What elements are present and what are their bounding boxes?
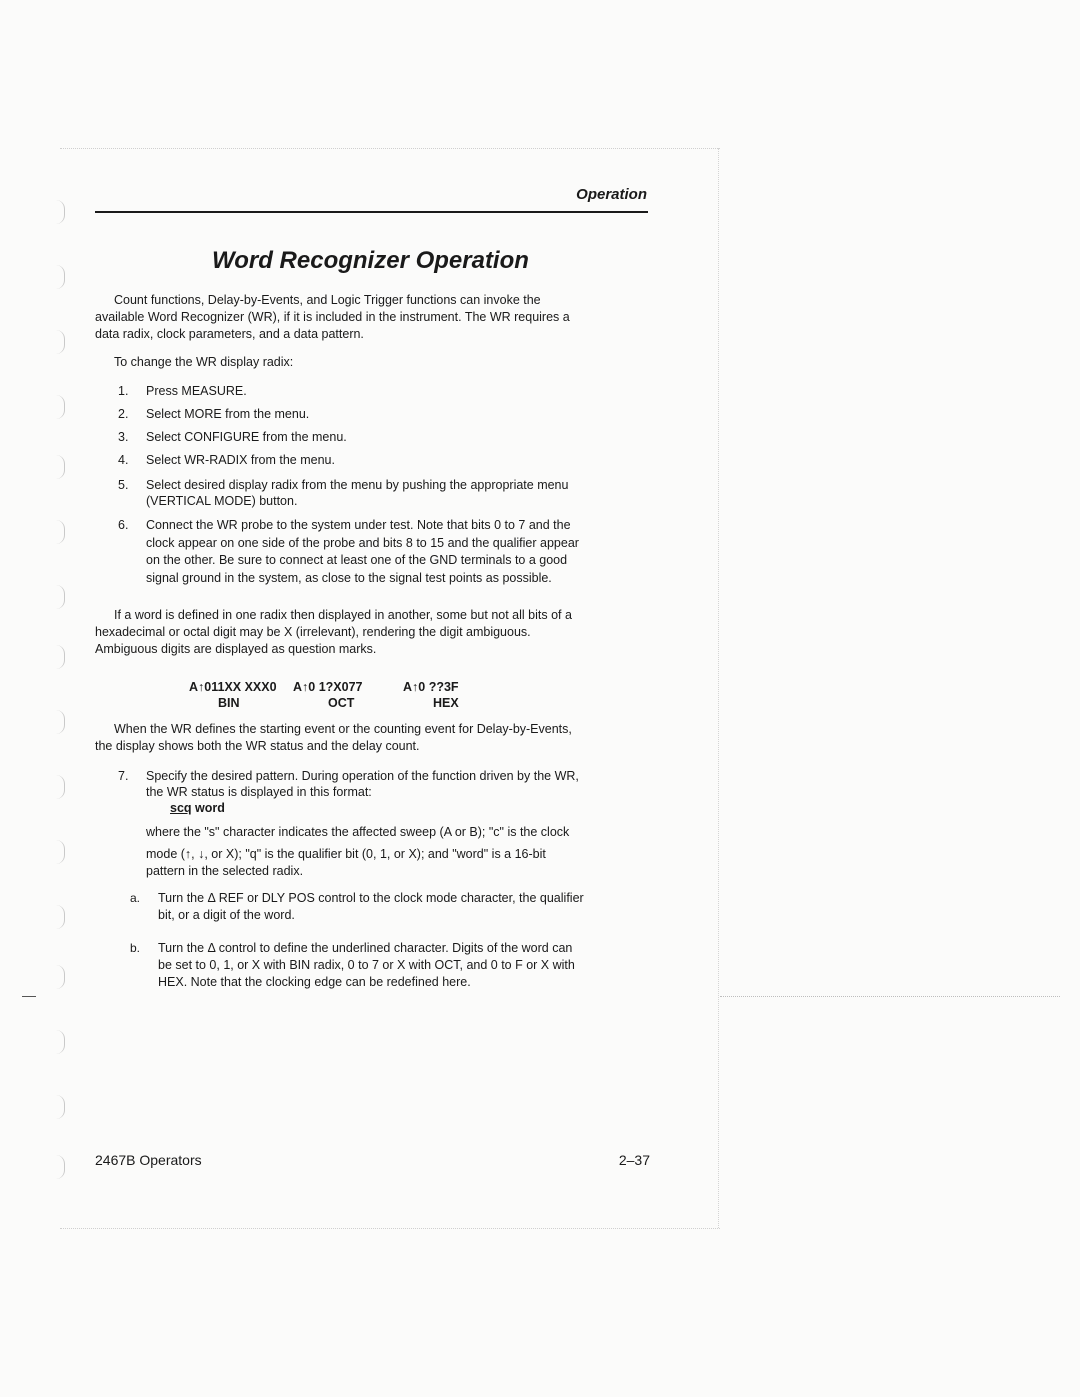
binder-hole <box>56 520 65 544</box>
substep-letter: a. <box>130 891 141 905</box>
example-oct-value: A↑0 1?X077 <box>293 680 363 694</box>
binder-hole <box>56 645 65 669</box>
status-format-code: scq <box>170 801 192 815</box>
example-hex-value: A↑0 ??3F <box>403 680 459 694</box>
running-header: Operation <box>576 186 647 203</box>
step-text: Specify the desired pattern. During operation of the function driven by the WR, <box>146 769 579 783</box>
intro-line: available Word Recognizer (WR), if it is included in the instrument. The WR requires a <box>95 310 570 324</box>
page-edge-mid <box>720 996 1060 997</box>
substep-text: bit, or a digit of the word. <box>158 908 295 922</box>
substep-text: Turn the Δ REF or DLY POS control to the clock mode character, the qualifier <box>158 891 584 905</box>
delay-paragraph-line: When the WR defines the starting event or the counting event for Delay-by-Events, <box>114 722 572 736</box>
binder-hole <box>56 710 65 734</box>
intro-line: data radix, clock parameters, and a data pattern. <box>95 327 364 341</box>
step-text: Select MORE from the menu. <box>146 407 310 421</box>
binder-hole <box>56 965 65 989</box>
binder-hole <box>56 1030 65 1054</box>
intro-line: Count functions, Delay-by-Events, and Logic Trigger functions can invoke the <box>114 293 541 307</box>
step-text: Connect the WR probe to the system under test. Note that bits 0 to 7 and the <box>146 518 571 532</box>
binder-hole <box>56 905 65 929</box>
step-text: Press MEASURE. <box>146 384 247 398</box>
radix-paragraph-line: If a word is defined in one radix then displayed in another, some but not all bits of a <box>114 608 572 622</box>
footer-manual-title: 2467B Operators <box>95 1152 202 1168</box>
step-number: 7. <box>118 769 129 783</box>
binder-hole <box>56 330 65 354</box>
binder-hole <box>56 585 65 609</box>
radix-paragraph-line: hexadecimal or octal digit may be X (irrelevant), rendering the digit ambiguous. <box>95 625 531 639</box>
page-edge-bottom <box>60 1228 720 1229</box>
footer-page-number: 2–37 <box>618 1152 650 1168</box>
example-hex-label: HEX <box>433 696 459 710</box>
step-text: Select desired display radix from the menu by pushing the appropriate menu <box>146 478 569 492</box>
substep-text: HEX. Note that the clocking edge can be redefined here. <box>158 975 471 989</box>
step-number: 3. <box>118 430 129 444</box>
step-text: clock appear on one side of the probe and bits 8 to 15 and the qualifier appear <box>146 536 579 550</box>
binder-hole <box>56 265 65 289</box>
step-text: Select CONFIGURE from the menu. <box>146 430 347 444</box>
example-bin-label: BIN <box>218 696 240 710</box>
change-radix-intro: To change the WR display radix: <box>114 355 294 369</box>
step-number: 6. <box>118 518 129 532</box>
substep-text: be set to 0, 1, or X with BIN radix, 0 to 7 or X with OCT, and 0 to F or X with <box>158 958 575 972</box>
binder-hole <box>56 840 65 864</box>
step-number: 2. <box>118 407 129 421</box>
step-text: Select WR-RADIX from the menu. <box>146 453 335 467</box>
radix-paragraph-line: Ambiguous digits are displayed as question marks. <box>95 642 377 656</box>
step-number: 1. <box>118 384 129 398</box>
binder-hole <box>56 1155 65 1179</box>
format-explanation-line: pattern in the selected radix. <box>146 864 304 878</box>
binder-hole <box>56 200 65 224</box>
step-text: on the other. Be sure to connect at least one of the GND terminals to a good <box>146 553 568 567</box>
status-format-word: word <box>195 801 225 815</box>
status-format <box>170 800 225 816</box>
step-text: signal ground in the system, as close to the signal test points as possible. <box>146 571 552 585</box>
substep-text: Turn the Δ control to define the underlined character. Digits of the word can <box>158 941 573 955</box>
scan-mark <box>22 996 36 997</box>
binder-hole <box>56 395 65 419</box>
delay-paragraph-line: the display shows both the WR status and the delay count. <box>95 739 420 753</box>
substep-letter: b. <box>130 941 141 955</box>
step-text: the WR status is displayed in this format: <box>146 785 372 799</box>
binder-hole <box>56 775 65 799</box>
header-rule <box>95 211 648 213</box>
page-title: Word Recognizer Operation <box>212 247 529 274</box>
step-text: (VERTICAL MODE) button. <box>146 494 298 508</box>
format-explanation-line: mode (↑, ↓, or X); "q" is the qualifier bit (0, 1, or X); and "word" is a 16-bit <box>146 847 546 861</box>
example-oct-label: OCT <box>328 696 355 710</box>
page-edge-right <box>718 148 719 1228</box>
binder-hole <box>56 1095 65 1119</box>
page-edge-top <box>60 148 720 149</box>
step-number: 4. <box>118 453 129 467</box>
step-number: 5. <box>118 478 129 492</box>
binder-hole <box>56 455 65 479</box>
format-explanation-line: where the "s" character indicates the affected sweep (A or B); "c" is the clock <box>146 825 570 839</box>
example-bin-value: A↑011XX XXX0 <box>189 680 277 694</box>
